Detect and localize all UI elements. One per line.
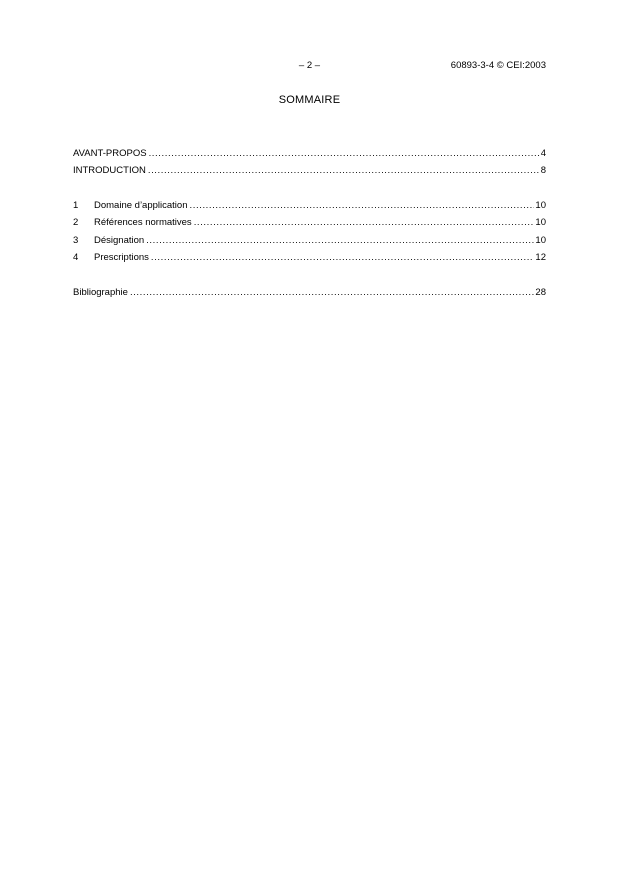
toc-entry-page: 4 <box>540 147 546 159</box>
toc-entry-bibliographie[interactable] <box>73 281 546 299</box>
toc-title: SOMMAIRE <box>278 94 341 106</box>
toc-entry-label: AVANT-PROPOS <box>73 147 147 159</box>
toc-entry-label: INTRODUCTION <box>73 165 146 176</box>
toc-entry-page: 10 <box>535 234 546 246</box>
toc-dot-leader <box>151 252 535 264</box>
toc-entry-page: 28 <box>535 286 546 298</box>
toc-entry-clause-3[interactable] <box>73 229 546 247</box>
toc-entry-clause-4[interactable] <box>73 247 546 265</box>
toc-dot-leader <box>149 148 540 160</box>
toc-dot-leader <box>148 165 540 177</box>
toc-entry-number: 2 <box>73 217 79 228</box>
toc-entry-number: 4 <box>73 252 79 263</box>
toc-dot-leader <box>194 217 535 229</box>
toc-group-clauses <box>73 194 546 264</box>
toc-group-front-matter <box>73 142 546 177</box>
toc-dot-leader <box>189 200 534 212</box>
toc-group-back-matter <box>73 281 546 299</box>
toc-entry-page: 12 <box>535 252 546 263</box>
toc-entry-label: Domaine d’application <box>94 199 188 211</box>
toc-entry-introduction[interactable] <box>73 160 546 178</box>
toc-entry-label: Prescriptions <box>94 252 149 263</box>
toc-entry-number: 3 <box>73 234 79 246</box>
toc-entry-clause-2[interactable] <box>73 212 546 230</box>
toc-entry-page: 10 <box>535 217 546 228</box>
toc-dot-leader <box>146 235 534 247</box>
page-number: – 2 – <box>298 60 321 71</box>
toc-entry-number: 1 <box>73 199 79 211</box>
toc-dot-leader <box>130 287 534 299</box>
toc-entry-label: Bibliographie <box>73 286 128 298</box>
document-reference: 60893-3-4 © CEI:2003 <box>450 60 546 71</box>
toc-entry-page: 8 <box>540 165 546 176</box>
toc-entry-label: Références normatives <box>94 217 192 228</box>
toc-entry-label: Désignation <box>94 234 145 246</box>
toc-entry-page: 10 <box>535 199 546 211</box>
toc-entry-clause-1[interactable] <box>73 194 546 212</box>
toc-entry-avant-propos[interactable] <box>73 142 546 160</box>
